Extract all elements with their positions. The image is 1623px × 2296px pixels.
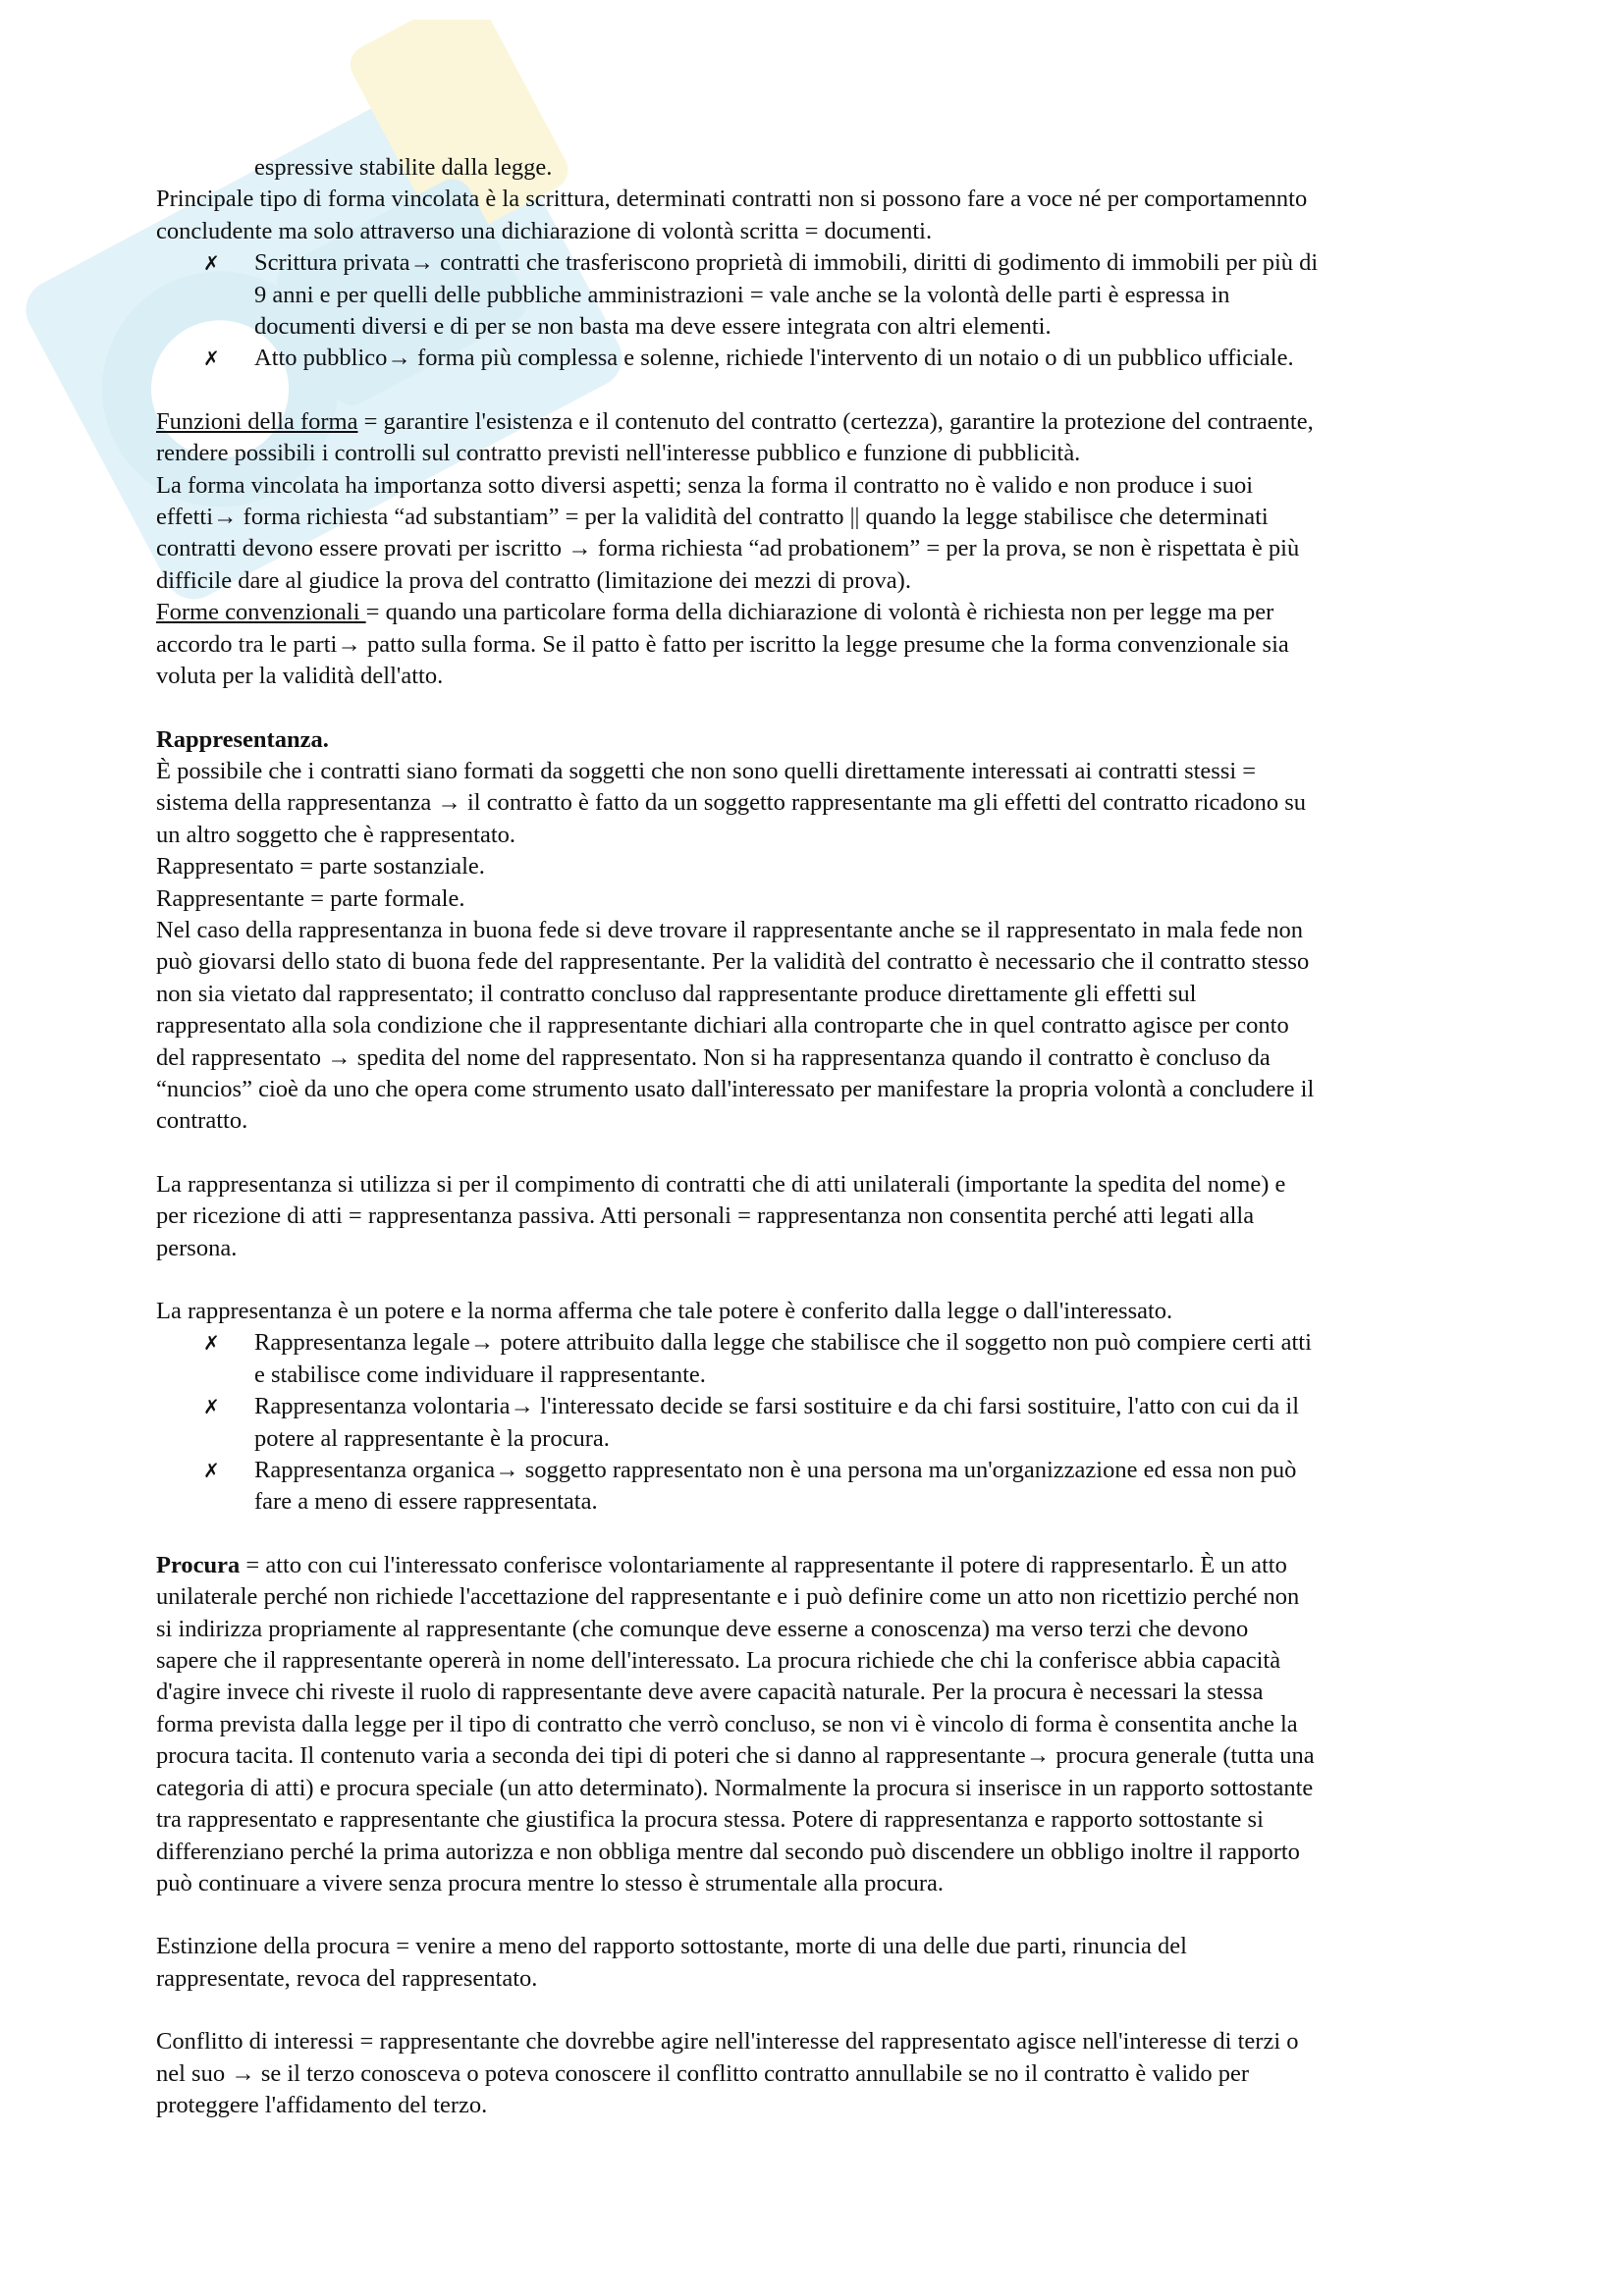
forma-list bbox=[156, 247, 1482, 375]
estinzione-paragraph bbox=[156, 1931, 1482, 1995]
text-line bbox=[156, 1550, 1482, 1581]
text-line: rendere possibili i controlli sul contratto previsti nell'interesse pubblico e funzione di pubblicità. bbox=[156, 440, 1081, 467]
text-line: per ricezione di atti = rappresentanza passiva. Atti personali = rappresentanza non consentita perché atti legati alla bbox=[156, 1202, 1255, 1230]
text-line: procura tacita. Il contenuto varia a seconda dei tipi di poteri che si danno al rappresentante→ procura generale (tutta una bbox=[156, 1742, 1315, 1770]
text-line: sapere che il rappresentante opererà in nome dell'interessato. La procura richiede che chi la conferisce abbia capacità bbox=[156, 1647, 1281, 1675]
text-line: “nuncios” cioè da uno che opera come strumento usato dall'interessato per manifestare la propria volontà a concludere il bbox=[156, 1075, 1315, 1102]
text-span: = atto con cui l'interessato conferisce volontariamente al rappresentante il potere di rappresentarlo. È un atto bbox=[240, 1551, 1287, 1578]
list-item bbox=[156, 343, 1482, 374]
text-line: può continuare a vivere senza procura mentre lo stesso è strumentale alla procura. bbox=[156, 1869, 945, 1896]
text-line: Nel caso della rappresentanza in buona fede si deve trovare il rappresentante anche se il rappresentato in mala fede non bbox=[156, 916, 1303, 943]
text-line: non sia vietato dal rappresentato; il contratto concluso dal rappresentante produce direttamente gli effetti sul bbox=[156, 980, 1197, 1007]
text-line: Rappresentante = parte formale. bbox=[156, 884, 465, 912]
text-line: sistema della rappresentanza → il contratto è fatto da un soggetto rappresentante ma gli effetti del contratto ricadono su bbox=[156, 789, 1307, 817]
forma-paragraph bbox=[156, 184, 1482, 247]
cross-bullet-icon: ✗ bbox=[203, 1331, 220, 1356]
text-line: effetti→ forma richiesta “ad substantiam” = per la validità del contratto || quando la legge stabilisce che determinati bbox=[156, 504, 1269, 531]
funzioni-label: Funzioni della forma bbox=[156, 407, 358, 435]
text-span: = garantire l'esistenza e il contenuto del contratto (certezza), garantire la protezione del contraente, bbox=[357, 407, 1314, 435]
text-line: difficile dare al giudice la prova del contratto (limitazione dei mezzi di prova). bbox=[156, 566, 911, 594]
list-item bbox=[156, 1455, 1482, 1519]
text-line: e stabilisce come individuare il rappresentante. bbox=[254, 1361, 706, 1388]
funzioni-paragraph bbox=[156, 406, 1482, 693]
list-item bbox=[156, 1391, 1482, 1455]
text-line: 9 anni e per quelli delle pubbliche amministrazioni = vale anche se la volontà delle parti è espressa in bbox=[254, 281, 1230, 308]
rappresentanza-potere-line: La rappresentanza è un potere e la norma afferma che tale potere è conferito dalla legge o dall'interessato. bbox=[156, 1298, 1173, 1324]
rappresentanza-paragraph bbox=[156, 756, 1482, 1138]
conflitto-paragraph bbox=[156, 2026, 1482, 2121]
procura-label: Procura bbox=[156, 1551, 241, 1578]
text-line: categoria di atti) e procura speciale (un atto determinato). Normalmente la procura si inserisce in un rapporto sottostante bbox=[156, 1774, 1314, 1801]
text-line: può giovarsi dello stato di buona fede del rappresentante. Per la validità del contratto è necessario che il contratto stesso bbox=[156, 948, 1310, 976]
rappresentanza-list bbox=[156, 1327, 1482, 1518]
text-line: È possibile che i contratti siano formati da soggetti che non sono quelli direttamente interessati ai contratti stessi = bbox=[156, 757, 1257, 784]
text-line: del rappresentato → spedita del nome del rappresentato. Non si ha rappresentanza quando il contratto è concluso da bbox=[156, 1043, 1271, 1071]
text-line: Atto pubblico→ forma più complessa e solenne, richiede l'intervento di un notaio o di un pubblico ufficiale. bbox=[254, 345, 1294, 372]
intro-line: espressive stabilite dalla legge. bbox=[254, 154, 553, 181]
text-line: Principale tipo di forma vincolata è la scrittura, determinati contratti non si possono fare a voce né per comportamennto bbox=[156, 186, 1308, 213]
text-line: Conflitto di interessi = rappresentante che dovrebbe agire nell'interesse del rappresentato agisce nell'interesse di terzi o bbox=[156, 2028, 1299, 2056]
cross-bullet-icon: ✗ bbox=[203, 251, 220, 276]
text-line: nel suo → se il terzo conosceva o poteva conoscere il conflitto contratto annullabile se no il contratto è valido per bbox=[156, 2059, 1250, 2087]
text-line: La rappresentanza si utilizza si per il compimento di contratti che di atti unilaterali (importante la spedita del nome) e bbox=[156, 1170, 1286, 1198]
text-line: tra rappresentato e rappresentante che giustifica la procura stessa. Potere di rappresentanza e rapporto sottostante si bbox=[156, 1806, 1264, 1834]
text-line: rappresentate, revoca del rappresentato. bbox=[156, 1964, 538, 1992]
text-line: fare a meno di essere rappresentata. bbox=[254, 1488, 598, 1516]
text-line: accordo tra le parti→ patto sulla forma. Se il patto è fatto per iscritto la legge presume che la forma convenzionale sia bbox=[156, 630, 1289, 658]
text-line: voluta per la validità dell'atto. bbox=[156, 663, 444, 690]
text-line: unilaterale perché non richiede l'accettazione del rappresentante e i può definire come un atto non ricettizio perché non bbox=[156, 1583, 1300, 1611]
list-item bbox=[156, 247, 1482, 343]
text-line: d'agire invece chi riveste il ruolo di rappresentante deve avere capacità naturale. Per la procura è necessari la stessa bbox=[156, 1679, 1264, 1706]
text-line: proteggere l'affidamento del terzo. bbox=[156, 2091, 488, 2118]
text-line: Rappresentanza organica→ soggetto rappresentato non è una persona ma un'organizzazione ed essa non può bbox=[254, 1457, 1297, 1484]
text-line: si indirizza propriamente al rappresentante (che comunque deve esserne a conoscenza) ma verso terzi che devono bbox=[156, 1615, 1249, 1642]
text-line bbox=[156, 406, 1482, 438]
text-line: Estinzione della procura = venire a meno del rapporto sottostante, morte di una delle due parti, rinuncia del bbox=[156, 1933, 1187, 1960]
text-line: Rappresentanza volontaria→ l'interessato decide se farsi sostituire e da chi farsi sostituire, l'atto con cui da il bbox=[254, 1393, 1300, 1420]
text-line bbox=[156, 597, 1482, 628]
text-line: un altro soggetto che è rappresentato. bbox=[156, 821, 516, 848]
cross-bullet-icon: ✗ bbox=[203, 347, 220, 371]
text-line: concludente ma solo attraverso una dichiarazione di volontà scritta = documenti. bbox=[156, 217, 933, 244]
text-line: contratto. bbox=[156, 1107, 248, 1135]
text-line: potere al rappresentante è la procura. bbox=[254, 1424, 610, 1452]
rappresentanza-uso-paragraph bbox=[156, 1169, 1482, 1264]
text-line: persona. bbox=[156, 1234, 238, 1261]
list-item bbox=[156, 1327, 1482, 1391]
convenzionali-label: Forme convenzionali bbox=[156, 599, 366, 626]
text-line: forma prevista dalla legge per il tipo di contratto che verrò concluso, se non vi è vincolo di forma è consentita anche la bbox=[156, 1710, 1298, 1737]
text-line: contratti devono essere provati per iscritto → forma richiesta “ad probationem” = per la prova, se non è rispettata è più bbox=[156, 535, 1300, 562]
cross-bullet-icon: ✗ bbox=[203, 1459, 220, 1483]
text-line: Rappresentanza legale→ potere attribuito dalla legge che stabilisce che il soggetto non può compiere certi atti bbox=[254, 1329, 1312, 1357]
text-line: Scrittura privata→ contratti che trasferiscono proprietà di immobili, diritti di godimento di immobili per più di bbox=[254, 249, 1319, 277]
text-line: La forma vincolata ha importanza sotto diversi aspetti; senza la forma il contratto no è valido e non produce i suoi bbox=[156, 471, 1254, 499]
procura-paragraph bbox=[156, 1550, 1482, 1899]
text-line: Rappresentato = parte sostanziale. bbox=[156, 853, 485, 881]
text-line: differenziano perché la prima autorizza e non obbliga mentre dal secondo può discendere un obbligo inoltre il rapporto bbox=[156, 1838, 1300, 1865]
text-line: rappresentato alla sola condizione che il rappresentante dichiari alla controparte che in quel contratto agisce per conto bbox=[156, 1012, 1289, 1040]
text-span: = quando una particolare forma della dichiarazione di volontà è richiesta non per legge ma per bbox=[365, 599, 1274, 626]
section-heading: Rappresentanza. bbox=[156, 725, 329, 753]
document-page bbox=[156, 152, 1482, 2121]
cross-bullet-icon: ✗ bbox=[203, 1395, 220, 1419]
text-line: documenti diversi e di per se non basta ma deve essere integrata con altri elementi. bbox=[254, 313, 1052, 341]
